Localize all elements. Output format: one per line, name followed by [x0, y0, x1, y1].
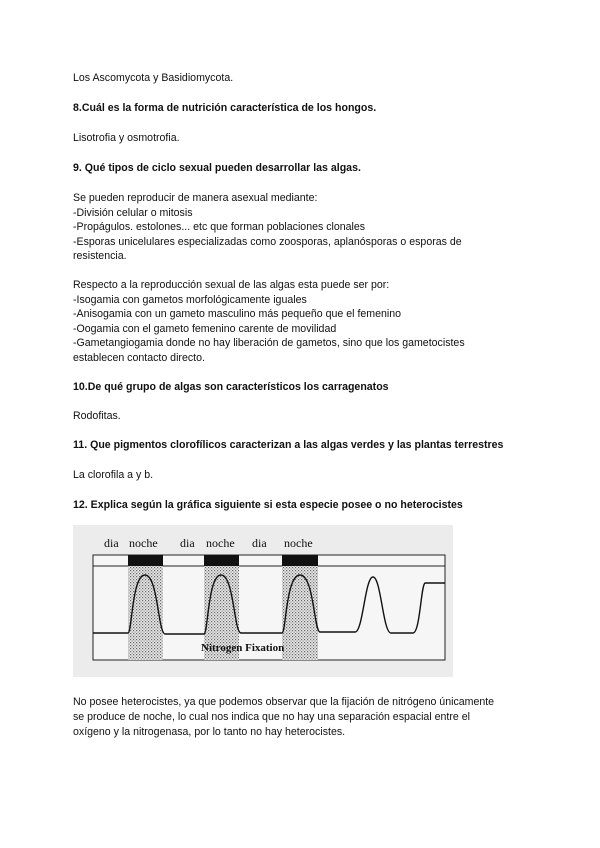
nitrogen-fixation-figure: [73, 525, 453, 677]
answer-9-line: Respecto a la reproducción sexual de las algas esta puede ser por:: [73, 279, 390, 291]
answer-9-line: -División celular o mitosis: [73, 206, 193, 219]
answer-12-line: No posee heterocistes, ya que podemos observar que la fijación de nitrógeno únicamente: [73, 696, 495, 708]
answer-9-line: -Oogamia con el gameto femenino carente de movilidad: [73, 322, 337, 335]
night-shading: [282, 566, 318, 660]
answer-9-line: -Gametangiogamia donde no hay liberación de gametos, sino que los gametocistes: [73, 337, 465, 349]
answer-9-line: Se pueden reproducir de manera asexual mediante:: [73, 192, 318, 204]
question-12: 12. Explica según la gráfica siguiente si esta especie posee o no heterocistes: [73, 499, 463, 511]
figure-label-dia: dia: [180, 536, 195, 550]
night-shading: [128, 566, 163, 660]
answer-9-line: -Anisogamia con un gameto masculino más pequeño que el femenino: [73, 308, 402, 320]
question-11: 11. Que pigmentos clorofílicos caracterizan a las algas verdes y las plantas terrestres: [73, 439, 504, 451]
answer-10: Rodofitas.: [73, 410, 121, 422]
night-bar: [128, 555, 163, 566]
answer-12-line: se produce de noche, lo cual nos indica que no hay una separación espacial entre el: [73, 711, 470, 723]
answer-text: Los Ascomycota y Basidiomycota.: [73, 72, 234, 84]
question-10: 10.De qué grupo de algas son característicos los carragenatos: [73, 381, 389, 393]
night-bar: [282, 555, 318, 566]
answer-9-line: -Isogamia con gametos morfológicamente iguales: [73, 293, 307, 306]
figure-label-dia: dia: [104, 536, 119, 550]
answer-9-line: -Propágulos. estolones... etc que forman poblaciones clonales: [73, 221, 366, 233]
answer-12-line: oxígeno y la nitrogenasa, por lo tanto no hay heterocistes.: [73, 726, 346, 738]
figure-label-noche: noche: [129, 536, 158, 550]
figure-label-noche: noche: [284, 536, 313, 550]
figure-label-dia: dia: [252, 536, 267, 550]
answer-11: La clorofila a y b.: [73, 469, 154, 481]
answer-8: Lisotrofia y osmotrofia.: [73, 132, 180, 144]
question-9: 9. Qué tipos de ciclo sexual pueden desarrollar las algas.: [73, 162, 361, 174]
figure-label-noche: noche: [206, 536, 235, 550]
night-bar: [204, 555, 239, 566]
answer-9-line: -Esporas unicelulares especializadas como zoosporas, aplanósporas o esporas de: [73, 235, 462, 248]
question-8: 8.Cuál es la forma de nutrición característica de los hongos.: [73, 102, 377, 114]
figure-caption: Nitrogen Fixation: [201, 642, 285, 654]
answer-9-line: establecen contacto directo.: [73, 351, 205, 364]
answer-9-line: resistencia.: [73, 250, 127, 262]
